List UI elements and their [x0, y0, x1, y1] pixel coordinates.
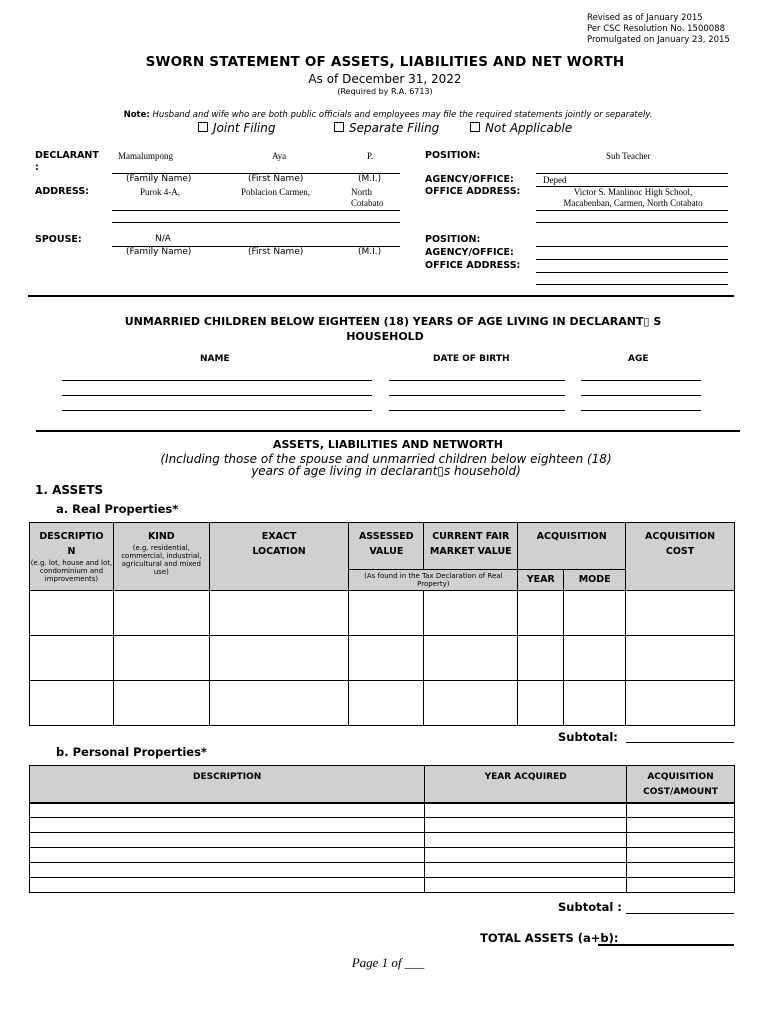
position-label: POSITION:: [425, 150, 481, 161]
option-label: Joint Filing: [213, 121, 276, 135]
table-cell[interactable]: [564, 591, 626, 636]
header-label: ACQUISITION: [536, 531, 607, 542]
spouse-position-label: POSITION:: [425, 234, 481, 245]
header-market: [424, 523, 518, 570]
table-cell[interactable]: [425, 848, 627, 863]
header-description: [30, 523, 114, 591]
children-title: UNMARRIED CHILDREN BELOW EIGHTEEN (18) YEARS OF AGE LIVING IN DECLARANT▯ S: [124, 315, 662, 328]
family-name-caption: (Family Name): [126, 247, 192, 257]
table-row: [30, 681, 735, 726]
position-value[interactable]: Sub Teacher: [606, 151, 651, 161]
address-part-3[interactable]: North: [351, 187, 372, 197]
total-assets-label: TOTAL ASSETS (a+b):: [480, 931, 619, 945]
address-line: [112, 210, 400, 211]
table-row: [30, 848, 735, 863]
agency-label: AGENCY/OFFICE:: [425, 174, 514, 185]
header-label: DESCRIPTIO N: [39, 531, 104, 557]
header-sub: (e.g. lot, house and lot, condominium and improvements): [30, 559, 113, 583]
table-row: [30, 833, 735, 848]
child-age-line[interactable]: [581, 410, 701, 411]
table-row: [30, 878, 735, 893]
option-separate-filing[interactable]: [334, 121, 439, 135]
assets-heading: 1. ASSETS: [35, 483, 104, 497]
table-cell[interactable]: [113, 636, 209, 681]
header-acquisition: [518, 523, 626, 570]
table-cell[interactable]: [425, 818, 627, 833]
note-label: Note:: [123, 110, 150, 120]
table-cell[interactable]: [30, 591, 114, 636]
spouse-family-name[interactable]: N/A: [155, 234, 171, 244]
table-row: [30, 818, 735, 833]
subtotal-personal-label: Subtotal :: [558, 900, 622, 914]
table-cell[interactable]: [349, 591, 424, 636]
first-name-caption: (First Name): [248, 247, 304, 257]
table-cell[interactable]: [30, 636, 114, 681]
mi-caption: (M.I.): [358, 247, 382, 257]
real-properties-heading: a. Real Properties*: [56, 502, 179, 516]
declarant-mi[interactable]: P.: [367, 151, 374, 161]
spouse-office-line: [536, 284, 728, 285]
spouse-agency-line: [536, 259, 728, 260]
table-cell[interactable]: [113, 681, 209, 726]
table-cell[interactable]: [626, 591, 735, 636]
table-cell[interactable]: [627, 878, 735, 893]
table-cell[interactable]: [425, 863, 627, 878]
table-cell[interactable]: [209, 636, 349, 681]
personal-properties-heading: b. Personal Properties*: [56, 745, 207, 759]
form-title: SWORN STATEMENT OF ASSETS, LIABILITIES AND NET WORTH: [145, 54, 625, 70]
table-cell[interactable]: [209, 681, 349, 726]
table-cell[interactable]: [626, 681, 735, 726]
spouse-agency-label: AGENCY/OFFICE:: [425, 247, 514, 258]
header-acquisition-cost: ACQUISITION COST/AMOUNT: [627, 766, 735, 803]
declarant-label: DECLARANT: [35, 150, 99, 161]
header-year-acquired: YEAR ACQUIRED: [425, 766, 627, 803]
table-cell[interactable]: [627, 818, 735, 833]
spouse-office-line: [536, 272, 728, 273]
family-name-caption: (Family Name): [126, 174, 192, 184]
table-row: [30, 636, 735, 681]
position-line: [536, 173, 728, 174]
table-cell[interactable]: [425, 878, 627, 893]
option-label: Not Applicable: [485, 121, 573, 135]
table-row: [30, 863, 735, 878]
col-age: AGE: [628, 354, 649, 364]
table-cell[interactable]: [627, 803, 735, 818]
header-label: CURRENT FAIR MARKET VALUE: [429, 531, 512, 557]
address-part-4[interactable]: Cotabato: [351, 198, 384, 208]
subtotal-real-label: Subtotal:: [558, 730, 618, 744]
assets-section-title: ASSETS, LIABILITIES AND NETWORTH: [273, 438, 503, 451]
option-not-applicable[interactable]: [470, 121, 572, 135]
header-assessed: [349, 523, 424, 570]
child-name-line[interactable]: [62, 395, 372, 396]
assets-section-sub: years of age living in declarant▯s household): [251, 464, 521, 478]
note: [0, 110, 768, 120]
required-by: (Required by R.A. 6713): [337, 87, 433, 96]
option-joint-filing[interactable]: [198, 121, 275, 135]
agency-value[interactable]: Deped: [543, 175, 567, 185]
table-cell[interactable]: [626, 636, 735, 681]
table-cell[interactable]: [518, 591, 564, 636]
declarant-family-name[interactable]: Mamalumpong: [118, 151, 173, 161]
table-cell[interactable]: [30, 878, 425, 893]
child-age-line[interactable]: [581, 395, 701, 396]
header-location: [209, 523, 349, 591]
table-cell[interactable]: [30, 863, 425, 878]
table-cell[interactable]: [349, 636, 424, 681]
assets-section-sub: (Including those of the spouse and unmarried children below eighteen (18): [160, 452, 612, 466]
table-cell[interactable]: [424, 681, 518, 726]
header-tax-note: (As found in the Tax Declaration of Real Property): [349, 570, 518, 591]
col-name: NAME: [200, 354, 230, 364]
office-address-line: [536, 210, 728, 211]
child-dob-line[interactable]: [389, 395, 565, 396]
declarant-first-name[interactable]: Aya: [272, 151, 287, 161]
col-dob: DATE OF BIRTH: [433, 354, 510, 364]
table-cell[interactable]: [30, 681, 114, 726]
child-dob-line[interactable]: [389, 410, 565, 411]
header-cost: [626, 523, 735, 591]
table-cell[interactable]: [564, 636, 626, 681]
spouse-position-line: [536, 246, 728, 247]
table-cell[interactable]: [113, 591, 209, 636]
spouse-label: SPOUSE:: [35, 234, 82, 245]
revision-note: [587, 13, 730, 46]
address-part-2[interactable]: Poblacion Carmen,: [241, 187, 310, 197]
table-cell[interactable]: [518, 681, 564, 726]
table-cell[interactable]: [349, 681, 424, 726]
header-description: DESCRIPTION: [30, 766, 425, 803]
table-row: [30, 591, 735, 636]
address-line: [112, 222, 400, 223]
header-mode: MODE: [564, 570, 626, 591]
header-label: KIND: [147, 531, 175, 542]
office-address-line: [536, 222, 728, 223]
address-label: ADDRESS:: [35, 186, 89, 197]
child-name-line[interactable]: [62, 410, 372, 411]
declarant-colon: :: [35, 162, 39, 173]
section-divider: [36, 430, 740, 432]
table-cell[interactable]: [424, 636, 518, 681]
table-cell[interactable]: [425, 803, 627, 818]
header-label: ASSESSED VALUE: [358, 531, 414, 557]
header-label: ACQUISITION COST: [645, 531, 716, 557]
table-cell[interactable]: [627, 848, 735, 863]
table-cell[interactable]: [30, 848, 425, 863]
table-cell[interactable]: [30, 833, 425, 848]
child-dob-line[interactable]: [389, 380, 565, 381]
subtotal-real-line[interactable]: [626, 742, 734, 743]
checkbox-icon[interactable]: [334, 122, 344, 132]
page-number: Page 1 of ___: [351, 955, 425, 970]
section-divider: [28, 295, 734, 297]
header-year: YEAR: [518, 570, 564, 591]
note-text: Husband and wife who are both public officials and employees may file the required statements jointly or separately.: [152, 110, 653, 120]
subtotal-personal-line[interactable]: [626, 913, 734, 914]
total-assets-line[interactable]: [598, 944, 734, 946]
mi-caption: (M.I.): [358, 174, 382, 184]
table-row: [30, 803, 735, 818]
table-cell[interactable]: [627, 833, 735, 848]
children-title-2: HOUSEHOLD: [346, 330, 424, 343]
revision-line: Revised as of January 2015: [587, 13, 703, 23]
revision-line: Per CSC Resolution No. 1500088: [587, 24, 726, 34]
as-of-date: As of December 31, 2022: [308, 72, 462, 86]
office-address-value-1[interactable]: Victor S. Manlinoc High School,: [573, 187, 693, 197]
table-cell[interactable]: [425, 833, 627, 848]
checkbox-icon[interactable]: [198, 122, 208, 132]
personal-properties-table: [29, 765, 735, 893]
office-address-value-2[interactable]: Macabenban, Carmen, North Cotabato: [563, 198, 703, 208]
spouse-office-label: OFFICE ADDRESS:: [425, 260, 521, 271]
table-cell[interactable]: [30, 818, 425, 833]
office-address-label: OFFICE ADDRESS:: [425, 186, 521, 197]
address-part-1[interactable]: Purok 4-A,: [140, 187, 180, 197]
table-cell[interactable]: [518, 636, 564, 681]
checkbox-icon[interactable]: [470, 122, 480, 132]
table-cell[interactable]: [627, 863, 735, 878]
table-cell[interactable]: [424, 591, 518, 636]
header-kind: [113, 523, 209, 591]
header-label: EXACT LOCATION: [252, 531, 306, 557]
header-sub: (e.g. residential, commercial, industrial, agricultural and mixed use): [121, 544, 202, 576]
table-cell[interactable]: [30, 803, 425, 818]
child-name-line[interactable]: [62, 380, 372, 381]
table-cell[interactable]: [564, 681, 626, 726]
child-age-line[interactable]: [581, 380, 701, 381]
option-label: Separate Filing: [349, 121, 440, 135]
real-properties-table: [29, 522, 735, 726]
revision-line: Promulgated on January 23, 2015: [587, 35, 730, 45]
first-name-caption: (First Name): [248, 174, 304, 184]
table-cell[interactable]: [209, 591, 349, 636]
